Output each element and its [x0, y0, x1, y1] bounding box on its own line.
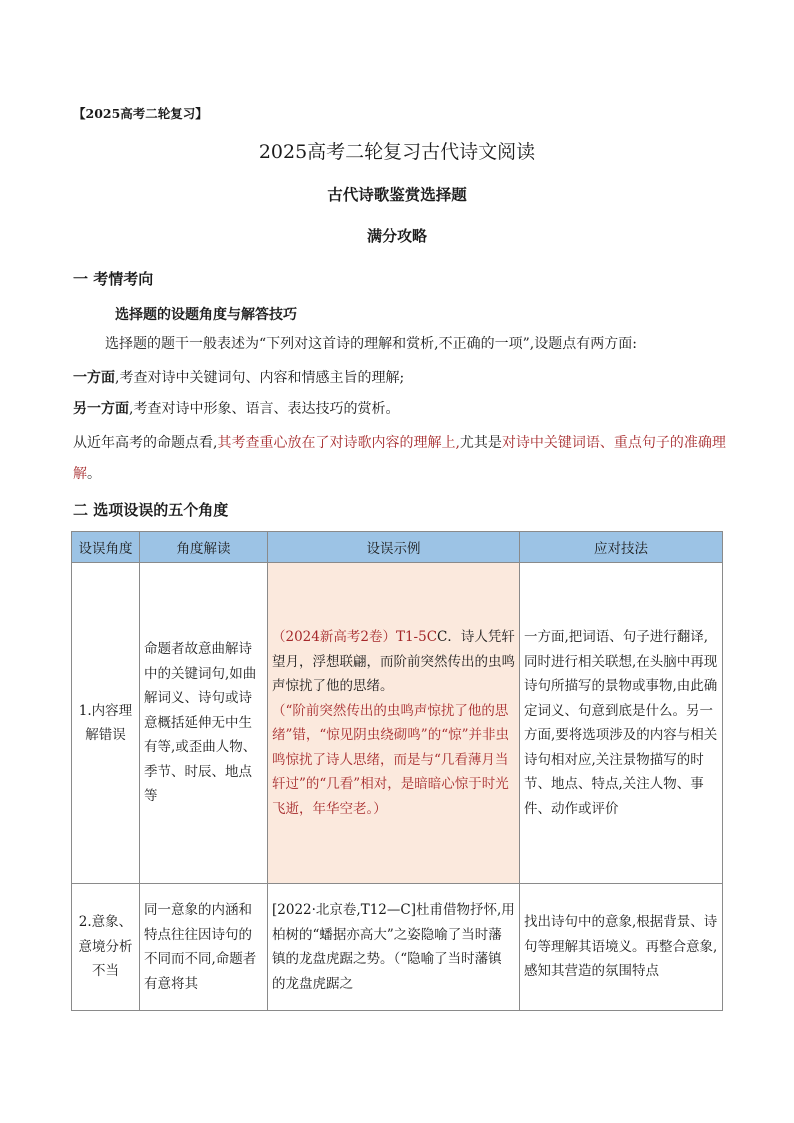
method-cell: 一方面,把词语、句子进行翻译,同时进行相关联想,在头脑中再现诗句所描写的景物或事物,由此确定词义、句意到底是什么。另一方面,要将选项涉及的内容与相关诗句相对应,关注景物描写的时节、地点、特点,关注人物、事件、动作或评价 [520, 563, 723, 884]
doc-subtitle-2: 满分攻略 [366, 227, 427, 245]
doc-tag: 【2025高考二轮复习】 [73, 106, 208, 121]
section-2-heading: 二 选项设误的五个角度 [73, 501, 229, 519]
column-header: 设误角度 [72, 532, 140, 563]
example-cell [268, 563, 520, 884]
column-header: 角度解读 [140, 532, 268, 563]
section-1-heading: 一 考情考向 [73, 270, 154, 288]
column-header: 应对技法 [520, 532, 723, 563]
doc-subtitle: 古代诗歌鉴赏选择题 [327, 185, 467, 204]
paragraph-3-lead: 另一方面 [73, 401, 129, 417]
example-note: （“阶前突然传出的虫鸣声惊扰了他的思绪”错，“惊见阴虫绕砌鸣”的“惊”并非虫鸣惊扰了诗人思绪，而是与“几看薄月当轩过”的“几看”相对，是暗暗心惊于时光飞逝，年华空老。） [272, 702, 510, 817]
reading-cell: 同一意象的内涵和特点往往因诗句的不同而不同,命题者有意将其 [140, 884, 268, 1011]
angle-cell: 1.内容理解错误 [72, 563, 140, 884]
paragraph-4-d: 对诗中关键词语、重点句子的准确理解 [73, 435, 726, 482]
table-header-row [72, 532, 723, 563]
paragraph-2 [73, 367, 733, 389]
paragraph-4-e: 。 [87, 466, 101, 482]
example-source: （2024新高考2卷）T1-5C [272, 629, 438, 645]
error-angles-table [71, 531, 723, 1011]
paragraph-3-text: ,考查对诗中形象、语言、表达技巧的赏析。 [129, 401, 400, 417]
paragraph-4-c: 尤其是 [459, 435, 502, 451]
table-row [72, 563, 723, 884]
paragraph-2-lead: 一方面 [73, 370, 115, 386]
paragraph-2-text: ,考查对诗中关键词句、内容和情感主旨的理解; [115, 370, 405, 386]
paragraph-3 [73, 398, 733, 420]
table-row [72, 884, 723, 1011]
column-header: 设误示例 [268, 532, 520, 563]
reading-cell: 命题者故意曲解诗中的关键词句,如曲解词义、诗句或诗意概括延伸无中生有等,或歪曲人物、季节、时辰、地点等 [140, 563, 268, 884]
angle-cell: 2.意象、意境分析不当 [72, 884, 140, 1011]
paragraph-1: 选择题的题干一般表述为“下列对这首诗的理解和赏析,不正确的一项”,设题点有两方面: [105, 336, 637, 352]
method-cell: 找出诗句中的意象,根据背景、诗句等理解其语境义。再整合意象,感知其营造的氛围特点 [520, 884, 723, 1011]
example-cell: [2022·北京卷,T12—C]杜甫借物抒怀,用柏树的“蟠据亦高大”之姿隐喻了当时藩镇的龙盘虎踞之势。（“隐喻了当时藩镇的龙盘虎踞之 [268, 884, 520, 1011]
doc-title: 2025高考二轮复习古代诗文阅读 [258, 141, 536, 163]
paragraph-4-b: 其考查重心放在了对诗歌内容的理解上, [217, 435, 460, 451]
section-1-subheading: 选择题的设题角度与解答技巧 [115, 307, 297, 323]
paragraph-4 [73, 428, 733, 490]
example-text: C．诗人凭轩望月，浮想联翩，而阶前突然传出的虫鸣声惊扰了他的思绪。 [272, 629, 515, 694]
paragraph-4-a: 从近年高考的命题点看, [73, 435, 218, 451]
